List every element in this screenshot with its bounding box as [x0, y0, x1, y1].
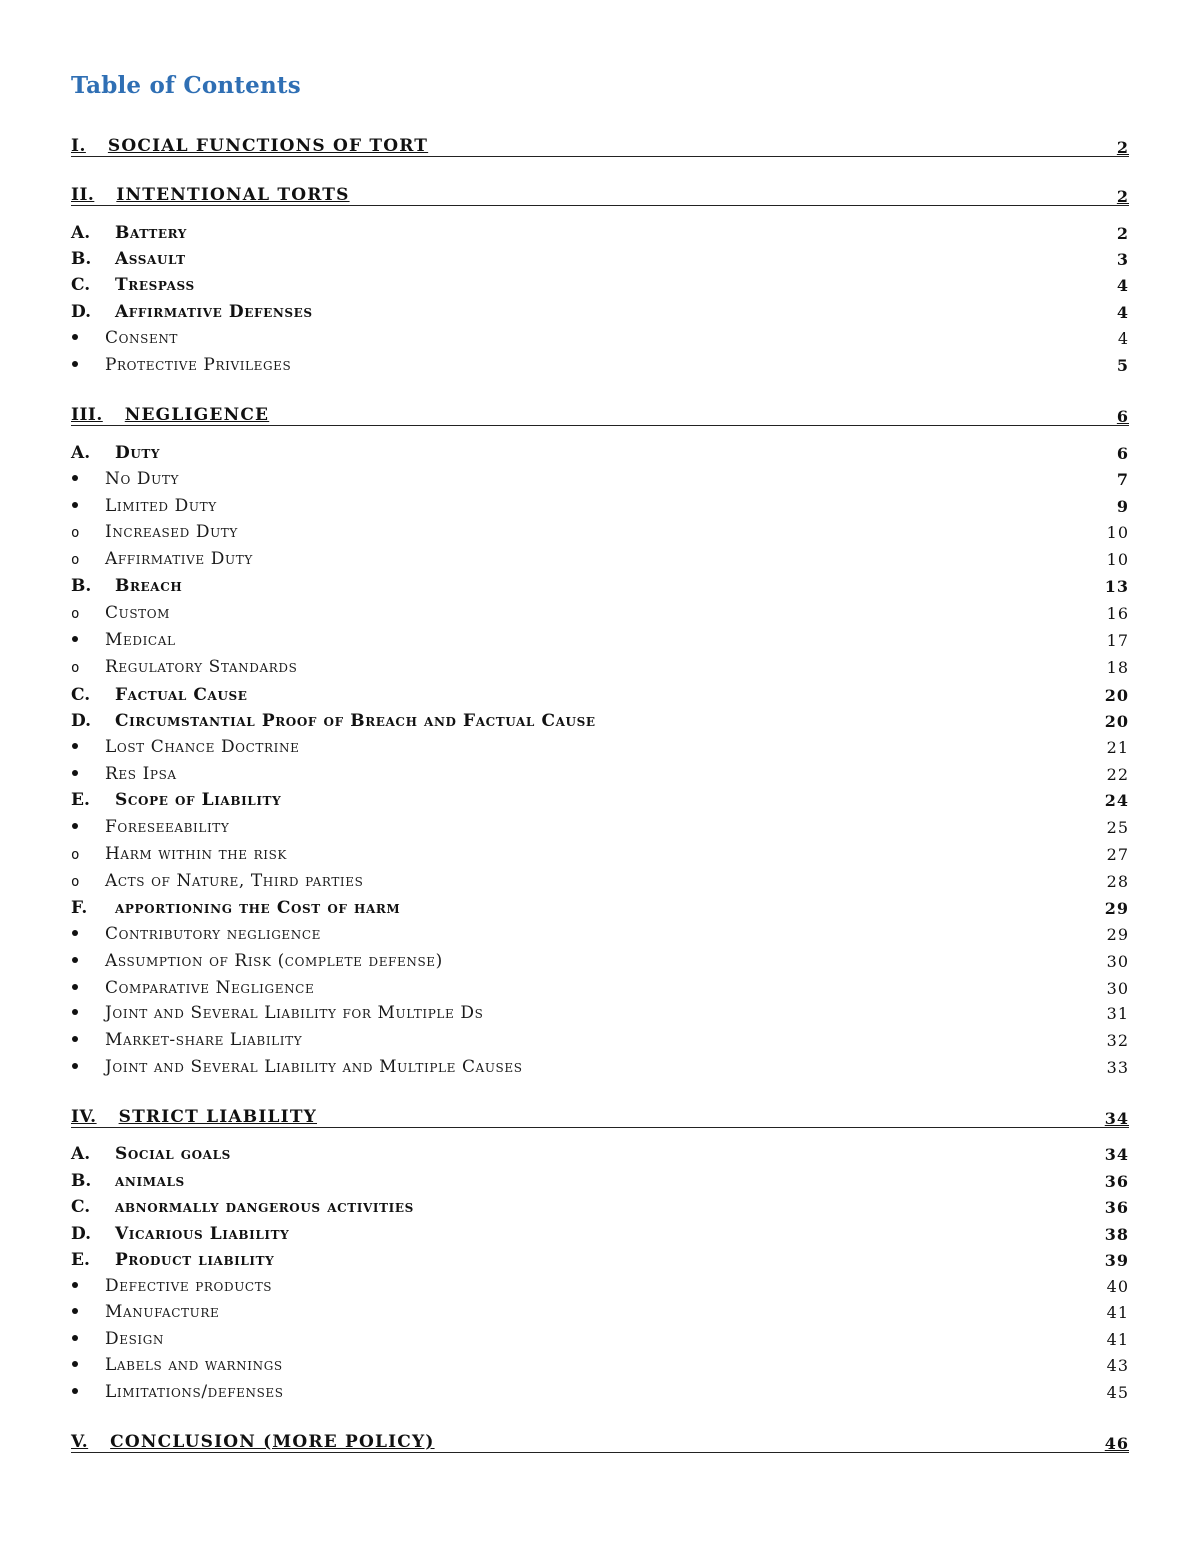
- page-number: 17: [1106, 631, 1129, 650]
- entry-title: Custom: [105, 603, 171, 623]
- toc-entry-level-2[interactable]: [71, 682, 1129, 708]
- page-number: 4: [1117, 329, 1129, 348]
- page-number: 25: [1106, 818, 1129, 837]
- bullet-icon: [71, 359, 105, 374]
- entry-title: Medical: [105, 630, 176, 650]
- entry-title: Circumstantial Proof of Breach and Factual Cause: [115, 711, 596, 731]
- entry-title: abnormally dangerous activities: [115, 1197, 414, 1217]
- entry-marker: D.: [71, 1224, 92, 1244]
- entry-marker: E.: [71, 1250, 90, 1270]
- page-number: 38: [1104, 1225, 1129, 1244]
- bullet-icon: [71, 768, 105, 783]
- entry-marker: C.: [71, 1197, 91, 1217]
- toc-entry-level-2[interactable]: [71, 220, 1129, 246]
- toc-entry-level-2[interactable]: [71, 272, 1129, 298]
- toc-entry-level-2[interactable]: [71, 440, 1129, 466]
- page-number: 18: [1106, 658, 1129, 677]
- bullet-icon: [71, 741, 105, 756]
- toc-title: Table of Contents: [71, 72, 301, 99]
- page-number: 36: [1104, 1172, 1129, 1191]
- page-number: 2: [1116, 138, 1129, 157]
- entry-title: Harm within the risk: [105, 844, 287, 864]
- page-number: 22: [1106, 765, 1129, 784]
- bullet-icon: [71, 634, 105, 649]
- entry-title: Res Ipsa: [105, 764, 177, 784]
- sub-bullet-marker: o: [71, 525, 80, 541]
- entry-title: Vicarious Liability: [115, 1224, 290, 1244]
- page-number: 10: [1106, 550, 1129, 569]
- page-number: 31: [1106, 1004, 1129, 1023]
- entry-marker: D.: [71, 302, 92, 322]
- entry-title: Trespass: [115, 275, 195, 295]
- bullet-icon: [71, 1007, 105, 1022]
- page-number: 9: [1116, 497, 1129, 516]
- bullet-icon: [71, 955, 105, 970]
- toc-entry-level-2[interactable]: [71, 1141, 1129, 1167]
- toc-entry-level-2[interactable]: [71, 1194, 1129, 1220]
- page-number: 34: [1104, 1145, 1129, 1164]
- bullet-icon: [71, 1061, 105, 1076]
- entry-title: Contributory negligence: [105, 924, 322, 944]
- page-number: 2: [1116, 224, 1129, 243]
- page-number: 4: [1116, 303, 1129, 322]
- bullet-icon: [71, 332, 105, 347]
- toc-entry-level-3[interactable]: [71, 1352, 1129, 1378]
- entry-marker: E.: [71, 790, 90, 810]
- page-number: 36: [1104, 1198, 1129, 1217]
- page-number: 32: [1106, 1031, 1129, 1050]
- toc-entry-level-1[interactable]: [71, 1422, 1129, 1453]
- entry-title: Labels and warnings: [105, 1355, 283, 1375]
- toc-entry-level-3[interactable]: [71, 1299, 1129, 1325]
- toc-entry-level-2[interactable]: [71, 573, 1129, 599]
- entry-marker: F.: [71, 898, 88, 918]
- bullet-icon: [71, 1280, 105, 1295]
- entry-title: Duty: [115, 443, 161, 463]
- entry-title: Limited Duty: [105, 496, 217, 516]
- entry-title: Protective Privileges: [105, 355, 292, 375]
- toc-entry-level-3[interactable]: [71, 948, 1129, 974]
- toc-entry-level-3[interactable]: [71, 868, 1129, 894]
- toc-entry-level-3[interactable]: [71, 921, 1129, 947]
- bullet-icon: [71, 821, 105, 836]
- entry-title: Assault: [115, 249, 186, 269]
- entry-title: animals: [115, 1171, 185, 1191]
- toc-entry-level-3[interactable]: [71, 493, 1129, 519]
- page-number: 29: [1106, 925, 1129, 944]
- page-number: 10: [1106, 523, 1129, 542]
- entry-title: Defective products: [105, 1276, 273, 1296]
- bullet-icon: [71, 982, 105, 997]
- page-number: 3: [1116, 250, 1129, 269]
- bullet-icon: [71, 1333, 105, 1348]
- toc-entry-level-3[interactable]: [71, 352, 1129, 378]
- toc-entry-level-3[interactable]: [71, 600, 1129, 626]
- toc-entry-level-3[interactable]: [71, 466, 1129, 492]
- bullet-icon: [71, 1386, 105, 1401]
- bullet-icon: [71, 1359, 105, 1374]
- entry-title: Market-share Liability: [105, 1030, 303, 1050]
- page-number: 28: [1106, 872, 1129, 891]
- entry-marker: III.: [71, 405, 103, 425]
- entry-marker: D.: [71, 711, 92, 731]
- toc-entry-level-3[interactable]: [71, 734, 1129, 760]
- entry-title: Product liability: [115, 1250, 275, 1270]
- page-number: 34: [1104, 1109, 1129, 1128]
- page-number: 2: [1116, 187, 1129, 206]
- toc-entry-level-2[interactable]: [71, 1221, 1129, 1247]
- toc-entry-level-3[interactable]: [71, 519, 1129, 545]
- entry-title: Foreseeability: [105, 817, 230, 837]
- sub-bullet-marker: o: [71, 847, 80, 863]
- toc-entry-level-2[interactable]: [71, 787, 1129, 813]
- entry-marker: V.: [71, 1432, 89, 1452]
- entry-marker: A.: [71, 443, 91, 463]
- entry-marker: B.: [71, 1171, 92, 1191]
- entry-marker: I.: [71, 136, 86, 156]
- toc-entry-level-1[interactable]: [71, 175, 1129, 206]
- entry-marker: IV.: [71, 1107, 97, 1127]
- toc-entry-level-3[interactable]: [71, 654, 1129, 680]
- toc-entry-level-2[interactable]: [71, 246, 1129, 272]
- page-number: 6: [1116, 444, 1129, 463]
- entry-title: Acts of Nature, Third parties: [105, 871, 364, 891]
- toc-entry-level-2[interactable]: [71, 1247, 1129, 1273]
- page-number: 40: [1106, 1277, 1129, 1296]
- entry-title: Factual Cause: [115, 685, 248, 705]
- entry-marker: A.: [71, 1144, 91, 1164]
- page-number: 13: [1104, 577, 1129, 596]
- entry-title: NEGLIGENCE: [124, 405, 270, 425]
- entry-marker: C.: [71, 275, 91, 295]
- toc-entry-level-3[interactable]: [71, 975, 1129, 1001]
- entry-marker: A.: [71, 223, 91, 243]
- page-number: 27: [1106, 845, 1129, 864]
- entry-title: Manufacture: [105, 1302, 220, 1322]
- bullet-icon: [71, 1306, 105, 1321]
- entry-title: SOCIAL FUNCTIONS OF TORT: [107, 136, 429, 156]
- entry-title: Battery: [115, 223, 187, 243]
- toc-entry-level-2[interactable]: [71, 1168, 1129, 1194]
- entry-title: Increased Duty: [105, 522, 238, 542]
- toc-entry-level-1[interactable]: [71, 126, 1129, 157]
- toc-entry-level-3[interactable]: [71, 814, 1129, 840]
- sub-bullet-marker: o: [71, 874, 80, 890]
- page-number: 39: [1104, 1251, 1129, 1270]
- page-number: 21: [1106, 738, 1129, 757]
- toc-entry-level-3[interactable]: [71, 1273, 1129, 1299]
- page-number: 43: [1106, 1356, 1129, 1375]
- page-number: 41: [1106, 1330, 1129, 1349]
- toc-entry-level-3[interactable]: [71, 1027, 1129, 1053]
- entry-marker: B.: [71, 576, 92, 596]
- page-number: 30: [1106, 979, 1129, 998]
- entry-title: Consent: [105, 328, 179, 348]
- toc-entry-level-3[interactable]: [71, 325, 1129, 351]
- page-number: 16: [1106, 604, 1129, 623]
- page-number: 46: [1104, 1434, 1129, 1453]
- page-number: 29: [1104, 899, 1129, 918]
- toc-entry-level-1[interactable]: [71, 395, 1129, 426]
- toc-entry-level-3[interactable]: [71, 1379, 1129, 1405]
- entry-title: apportioning the Cost of harm: [115, 898, 401, 918]
- entry-marker: II.: [71, 185, 95, 205]
- entry-title: Joint and Several Liability for Multiple Ds: [105, 1003, 484, 1023]
- toc-entry-level-3[interactable]: [71, 1054, 1129, 1080]
- entry-title: Affirmative Defenses: [115, 302, 313, 322]
- toc-entry-level-3[interactable]: [71, 841, 1129, 867]
- page-number: 6: [1116, 407, 1129, 426]
- entry-title: Social goals: [115, 1144, 231, 1164]
- sub-bullet-marker: o: [71, 660, 80, 676]
- page-number: 20: [1104, 712, 1129, 731]
- toc-entry-level-3[interactable]: [71, 546, 1129, 572]
- bullet-icon: [71, 928, 105, 943]
- page-number: 30: [1106, 952, 1129, 971]
- entry-title: No Duty: [105, 469, 179, 489]
- sub-bullet-marker: o: [71, 552, 80, 568]
- entry-title: Regulatory Standards: [105, 657, 298, 677]
- entry-marker: C.: [71, 685, 91, 705]
- entry-title: Breach: [115, 576, 183, 596]
- entry-title: Limitations/defenses: [105, 1382, 284, 1402]
- toc-entry-level-2[interactable]: [71, 299, 1129, 325]
- entry-marker: B.: [71, 249, 92, 269]
- entry-title: CONCLUSION (MORE POLICY): [110, 1432, 435, 1452]
- entry-title: STRICT LIABILITY: [118, 1107, 318, 1127]
- toc-entry-level-3[interactable]: [71, 1326, 1129, 1352]
- entry-title: INTENTIONAL TORTS: [116, 185, 350, 205]
- page-number: 33: [1106, 1058, 1129, 1077]
- entry-title: Affirmative Duty: [105, 549, 253, 569]
- toc-entry-level-1[interactable]: [71, 1097, 1129, 1128]
- entry-title: Lost Chance Doctrine: [105, 737, 300, 757]
- page-number: 5: [1116, 356, 1129, 375]
- page-number: 41: [1106, 1303, 1129, 1322]
- page-number: 4: [1116, 276, 1129, 295]
- entry-title: Scope of Liability: [115, 790, 282, 810]
- page-number: 7: [1116, 470, 1129, 489]
- toc-entry-level-3[interactable]: [71, 1000, 1129, 1026]
- bullet-icon: [71, 500, 105, 515]
- page-number: 24: [1104, 791, 1129, 810]
- bullet-icon: [71, 1034, 105, 1049]
- toc-entry-level-3[interactable]: [71, 627, 1129, 653]
- bullet-icon: [71, 473, 105, 488]
- entry-title: Assumption of Risk (complete defense): [105, 951, 443, 971]
- entry-title: Comparative Negligence: [105, 978, 315, 998]
- entry-title: Design: [105, 1329, 165, 1349]
- page-number: 45: [1106, 1383, 1129, 1402]
- entry-title: Joint and Several Liability and Multiple Causes: [105, 1057, 523, 1077]
- toc-entry-level-2[interactable]: [71, 708, 1129, 734]
- page-number: 20: [1104, 686, 1129, 705]
- sub-bullet-marker: o: [71, 606, 80, 622]
- toc-entry-level-3[interactable]: [71, 761, 1129, 787]
- toc-entry-level-2[interactable]: [71, 895, 1129, 921]
